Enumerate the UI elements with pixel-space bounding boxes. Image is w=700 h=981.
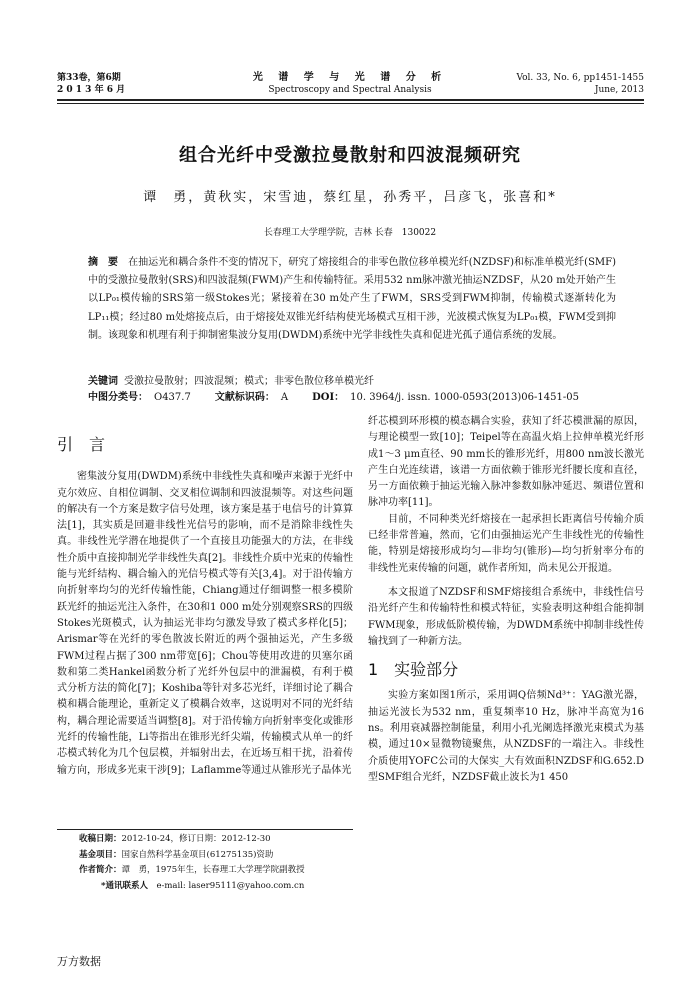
affiliation: 长春理工大学理学院，吉林 长春 130022 [263, 228, 437, 238]
abstract [88, 254, 616, 345]
paper-title: 组合光纤中受激拉曼散射和四波混频研究 [179, 145, 521, 166]
right-column [368, 414, 644, 786]
header-rule-thin [57, 103, 644, 104]
section-1-paragraph-1: 实验方案如图1所示，采用调Q倍频Nd³⁺：YAG激光器，抽运光波长为532 nm，重复频率10 Hz，脉冲半高宽为16 ns。利用衰减器控制能量，利用小孔光阑选择激光束模式为基模，通过10×显微物镜聚焦，从NZDSF的一端注入。非线性介质使用YOFC公司的大保实_大有效面积NZDSF和G.652.D型SMF组合光纤，NZDSF截止波长为1 450 [368, 690, 644, 783]
keywords-label: 关键词 [88, 376, 118, 387]
intro-paragraph-1-continued: 纤芯模到环形模的模态耦合实验，获知了纤芯模泄漏的原因，与理论模型一致[10]；Teipel等在高温火焰上拉伸单模光纤形成1～3 μm直径、90 mm长的锥形光纤，用800 nm波长激光产生白光连续谱，该谱一方面依赖于锥形光纤腰长度和直径，另一方面依赖于抽运光输入脉冲参数如脉冲延迟、频谱位置和脉冲功率[11]。 [368, 416, 644, 509]
intro-paragraph-2: 目前，不同种类光纤熔接在一起承担长距离信号传输介质已经非常普遍，然而，它们由强抽运光产生非线性光的传输性能，特别是熔接形成均匀—非均匀(锥形)—均匀折射率分布的非线性光束传输的问题，就作者所知，尚未见公开报道。 [368, 513, 644, 574]
footnote-bio [79, 863, 379, 879]
header-issue [516, 72, 644, 96]
header-journal [240, 72, 460, 96]
header-volume-en: Vol. 33, No. 6, pp1451-1455 [516, 73, 644, 83]
intro-paragraph-3: 本文报道了NZDSF和SMF熔接组合系统中，非线性信号沿光纤产生和传输特性和模式特征，实验表明这种组合能抑制FWM现象，形成低阶模传输，为DWDM系统中抑制非线性传输找到了一种新方法。 [368, 586, 644, 647]
received-label: 收稿日期： [79, 834, 122, 844]
bio-label: 作者简介： [79, 865, 122, 875]
intro-paragraph-1: 密集波分复用(DWDM)系统中非线性失真和噪声来源于光纤中克尔效应、自相位调制、交叉相位调制和四波混频等。对这些问题的解决有一个方案是数字信号处理，该方案是基于电信号的计算算法[1]，其实质是回避非线性光信号的影响，而不是消除非线性失真。非线性光学潜在地提供了一个直接且功能强大的方法，在非线性介质中直接抑制光学非线性失真[2]。非线性介质中光束的传输性能与光纤结构、耦合输入的光信号模式等有关[3,4]。对于沿传输方向折射率均匀的光纤传输性能，Chiang通过仔细调整一根多模阶跃光纤的抽运光注入条件，在30和1 000 m处分别观察SRS的四级Stokes光斑模式，认为抽运光非均匀激发导致了模式多样化[5]；Arismar等在光纤的零色散波长附近的两个强抽运光，产生多级FWM过程占据了300 nm带宽[6]；Chou等使用改进的贝塞尔函数和第二类Hankel函数分析了光纤外包层中的泄漏模，有利于模式分析方法的简化[7]；Koshiba等针对多芯光纤，详细讨论了耦合模和耦合能理论，重新定义了模耦合效率，这说明对不同的光纤结构，耦合理论需要适当调整[8]。对于沿传输方向折射率变化或锥形光纤的传输性能，Li等指出在锥形光纤尖端，传输模式从单一的纤芯模式转化为几个包层模，并辐射出去，在近场互相干扰，沿着传输方向，形成多光束干涉[9]；Laflamme等通过从锥形光子晶体光 [57, 471, 353, 776]
author-list: 谭 勇，黄秋实，宋雪迪，蔡红星，孙秀平，吕彦飞，张喜和* [143, 190, 557, 205]
clc-value: O437.7 [154, 392, 191, 403]
header-journal-en: Spectroscopy and Spectral Analysis [268, 85, 432, 95]
header-rule-thick [57, 99, 644, 101]
watermark-text: 万方数据 [57, 955, 101, 968]
header-date-en: June, 2013 [594, 85, 644, 95]
keywords [88, 374, 616, 390]
classification-line [88, 390, 648, 406]
bio-value: 谭 勇，1975年生，长春理工大学理学院副教授 [121, 865, 305, 875]
received-value: 2012-10-24，修订日期：2012-12-30 [121, 834, 271, 844]
left-column [57, 437, 353, 779]
footnote-rule [57, 829, 353, 830]
keywords-text: 受激拉曼散射；四波混频；模式；非零色散位移单模光纤 [124, 376, 374, 387]
clc-label: 中图分类号： [88, 392, 148, 403]
header-volume-cn: 第33卷，第6期 [57, 73, 121, 83]
doc-code-label: 文献标识码： [214, 392, 275, 403]
doc-code-value: A [280, 392, 289, 403]
header-volume [57, 72, 125, 96]
header-journal-cn: 光 谱 学 与 光 谱 分 析 [252, 72, 448, 83]
corr-email: e-mail: laser95111@yahoo.com.cn [156, 880, 305, 891]
header-date-cn: 2 0 1 3 年 6 月 [57, 85, 126, 95]
section-1-heading: 1 实验部分 [368, 660, 459, 680]
footnote-correspondence [79, 879, 379, 895]
corr-label: *通讯联系人 [101, 880, 148, 891]
fund-label: 基金项目： [79, 849, 122, 860]
doi-value: 10. 3964/j. issn. 1000-0593(2013)06-1451-05 [350, 392, 579, 403]
fund-value: 国家自然科学基金项目(61275135)资助 [121, 849, 274, 860]
abstract-label: 摘 要 [88, 257, 119, 268]
abstract-text: 在抽运光和耦合条件不变的情况下，研究了熔接组合的非零色散位移单模光纤(NZDSF)和标准单模光纤(SMF)中的受激拉曼散射(SRS)和四波混频(FWM)产生和传输特征。采用532 nm脉冲激光抽运NZDSF，从20 m处开始产生以LP₀₁模传输的SRS第一级Stokes光；紧接着在30 m处产生了FWM，SRS受到FWM抑制，传输模式逐渐转化为LP₁₁模；经过80 m处熔接点后，由于熔接处双锥光纤结构使光场模式互相干涉，光波模式恢复为LP₀₁模，FWM受到抑制。该现象和机理有利于抑制密集波分复用(DWDM)系统中光学非线性失真和促进光孤子通信系统的发展。 [88, 257, 617, 341]
footnote-fund [79, 848, 379, 864]
intro-heading: 引 言 [57, 435, 106, 454]
footnote-received [79, 832, 379, 848]
doi-label: DOI： [312, 392, 345, 403]
footnote [79, 832, 379, 894]
